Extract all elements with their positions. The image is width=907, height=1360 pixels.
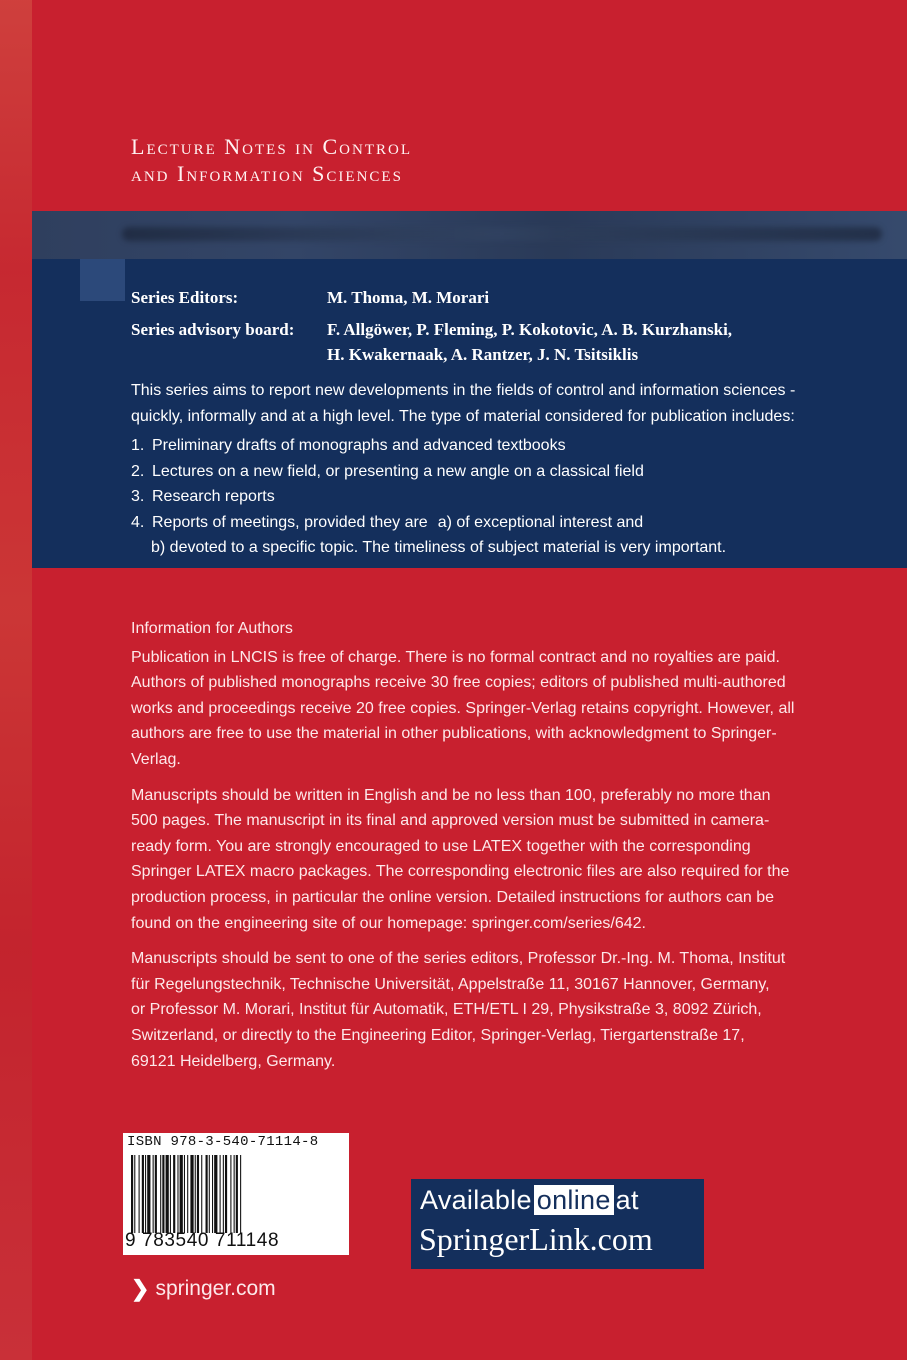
available-text: Available (420, 1185, 532, 1215)
barcode-bar (197, 1155, 199, 1233)
material-list (131, 433, 831, 561)
barcode-bar (180, 1155, 183, 1233)
isbn-label: ISBN 978-3-540-71114-8 (127, 1134, 319, 1150)
barcode-bar (195, 1155, 196, 1233)
authors-heading: Information for Authors (131, 620, 293, 637)
text-line: Verlag. (131, 750, 181, 768)
list-item-continuation (131, 535, 831, 561)
series-title (131, 133, 651, 187)
text-line: ready form. You are strongly encouraged to use LATEX together with the corresponding (131, 837, 751, 855)
barcode-bar (230, 1155, 231, 1233)
barcode-bar (162, 1155, 164, 1233)
list-item-text: Reports of meetings, provided they are (152, 513, 428, 531)
at-text: at (615, 1185, 639, 1215)
barcode-bar (177, 1155, 178, 1233)
series-title-line-1: Lecture Notes in Control (131, 134, 412, 159)
barcode-bars (131, 1155, 341, 1233)
advisory-board-value (327, 317, 871, 367)
text-line: für Regelungstechnik, Technische Universität, Appelstraße 11, 30167 Hannover, Germany, (131, 975, 770, 993)
barcode-bar (139, 1155, 140, 1233)
barcode-bar (134, 1155, 135, 1233)
series-editors-label: Series Editors: (131, 288, 239, 307)
list-item-number: 1. (131, 437, 145, 454)
barcode-bar (173, 1155, 175, 1233)
online-highlight: online (534, 1185, 614, 1215)
authors-information (131, 616, 831, 1084)
list-item-subpoint-b: b) devoted to a specific topic. The timeliness of subject material is very important. (151, 539, 727, 556)
list-item-subpoint-a: a) of exceptional interest and (437, 513, 644, 531)
text-line: works and proceedings receive 20 free copies. Springer-Verlag retains copyright. However, all (131, 699, 795, 717)
text-line: Switzerland, or directly to the Engineering Editor, Springer-Verlag, Tiergartenstraße 17, (131, 1026, 745, 1044)
authors-paragraph-3 (131, 946, 831, 1074)
barcode-bar (220, 1155, 221, 1233)
springerlink-brand: SpringerLink.com (419, 1221, 653, 1257)
list-item-text: Lectures on a new field, or presenting a new angle on a classical field (152, 462, 644, 480)
text-line: Springer LATEX macro packages. The corresponding electronic files are also required for the (131, 863, 790, 881)
barcode-bar (240, 1155, 241, 1233)
advisory-board-row (131, 317, 871, 367)
list-item-number: 3. (131, 488, 145, 505)
advisory-board-label: Series advisory board: (131, 320, 295, 339)
list-item (131, 459, 831, 485)
list-item-text: Research reports (152, 488, 275, 505)
barcode-bar (170, 1155, 171, 1233)
decorative-dark-stripe (32, 211, 907, 259)
barcode-bar (160, 1155, 161, 1233)
list-item-number: 2. (131, 462, 145, 480)
barcode-bar (166, 1155, 169, 1233)
barcode-bar (225, 1155, 227, 1233)
list-item (131, 484, 831, 510)
barcode-bar (184, 1155, 185, 1233)
list-item (131, 433, 831, 459)
editors-block (131, 285, 871, 374)
text-line: 500 pages. The manuscript in its final and approved version must be submitted in camera- (131, 812, 770, 830)
text-line: Manuscripts should be written in English and be no less than 100, preferably no more than (131, 786, 771, 804)
barcode-bar (234, 1155, 235, 1233)
barcode-bar (206, 1155, 208, 1233)
list-item-number: 4. (131, 513, 145, 531)
available-online-line (420, 1185, 639, 1216)
list-item (131, 510, 831, 536)
barcode-bar (201, 1155, 202, 1233)
barcode-bar (155, 1155, 157, 1233)
barcode-bar (214, 1155, 217, 1233)
accent-square (80, 259, 125, 301)
springer-website-text: springer.com (155, 1277, 276, 1300)
barcode-bar (153, 1155, 154, 1233)
isbn-barcode (123, 1133, 349, 1255)
barcode-bar (223, 1155, 224, 1233)
barcode-bar (236, 1155, 238, 1233)
barcode-bar (131, 1155, 133, 1233)
series-editors-row (131, 285, 871, 310)
text-line: 69121 Heidelberg, Germany. (131, 1052, 336, 1070)
barcode-bar (142, 1155, 144, 1233)
authors-paragraph-2 (131, 783, 831, 937)
text-line: Publication in LNCIS is free of charge. There is no formal contract and no royalties are paid. (131, 648, 780, 666)
barcode-bar (145, 1155, 146, 1233)
text-line: production process, in particular the online version. Detailed instructions for authors can be (131, 888, 775, 906)
list-item-text: Preliminary drafts of monographs and advanced textbooks (152, 437, 566, 454)
barcode-bar (190, 1155, 193, 1233)
advisory-line-1: F. Allgöwer, P. Fleming, P. Kokotovic, A. B. Kurzhanski, (327, 320, 733, 339)
text-line: Manuscripts should be sent to one of the series editors, Professor Dr.-Ing. M. Thoma, Institut (131, 950, 786, 968)
barcode-bar (209, 1155, 210, 1233)
barcode-bar (187, 1155, 188, 1233)
series-title-line-2: and Information Sciences (131, 161, 403, 186)
barcode-bar (212, 1155, 213, 1233)
advisory-line-2: H. Kwakernaak, A. Rantzer, J. N. Tsitsiklis (327, 345, 639, 364)
left-edge-strip (0, 0, 32, 1360)
barcode-digits: 9 783540 711148 (125, 1230, 280, 1251)
series-description (131, 378, 831, 561)
intro-line-1: This series aims to report new developments in the fields of control and information sciences - (131, 382, 796, 399)
text-line: authors are free to use the material in other publications, with acknowledgment to Springer- (131, 725, 777, 743)
text-line: Authors of published monographs receive 30 free copies; editors of published multi-authored (131, 674, 786, 692)
springerlink-badge[interactable] (411, 1179, 704, 1269)
barcode-bar (147, 1155, 150, 1233)
authors-paragraph-1 (131, 645, 831, 773)
intro-line-2: quickly, informally and at a high level. The type of material considered for publication includes: (131, 407, 795, 425)
text-line: or Professor M. Morari, Institut für Automatik, ETH/ETL I 29, Physikstraße 3, 8092 Zürich, (131, 1001, 762, 1019)
springer-website-link[interactable] (131, 1276, 276, 1302)
text-line: found on the engineering site of our homepage: springer.com/series/642. (131, 914, 646, 932)
series-editors-value: M. Thoma, M. Morari (327, 288, 490, 307)
chevron-right-icon: ❯ (131, 1276, 150, 1301)
